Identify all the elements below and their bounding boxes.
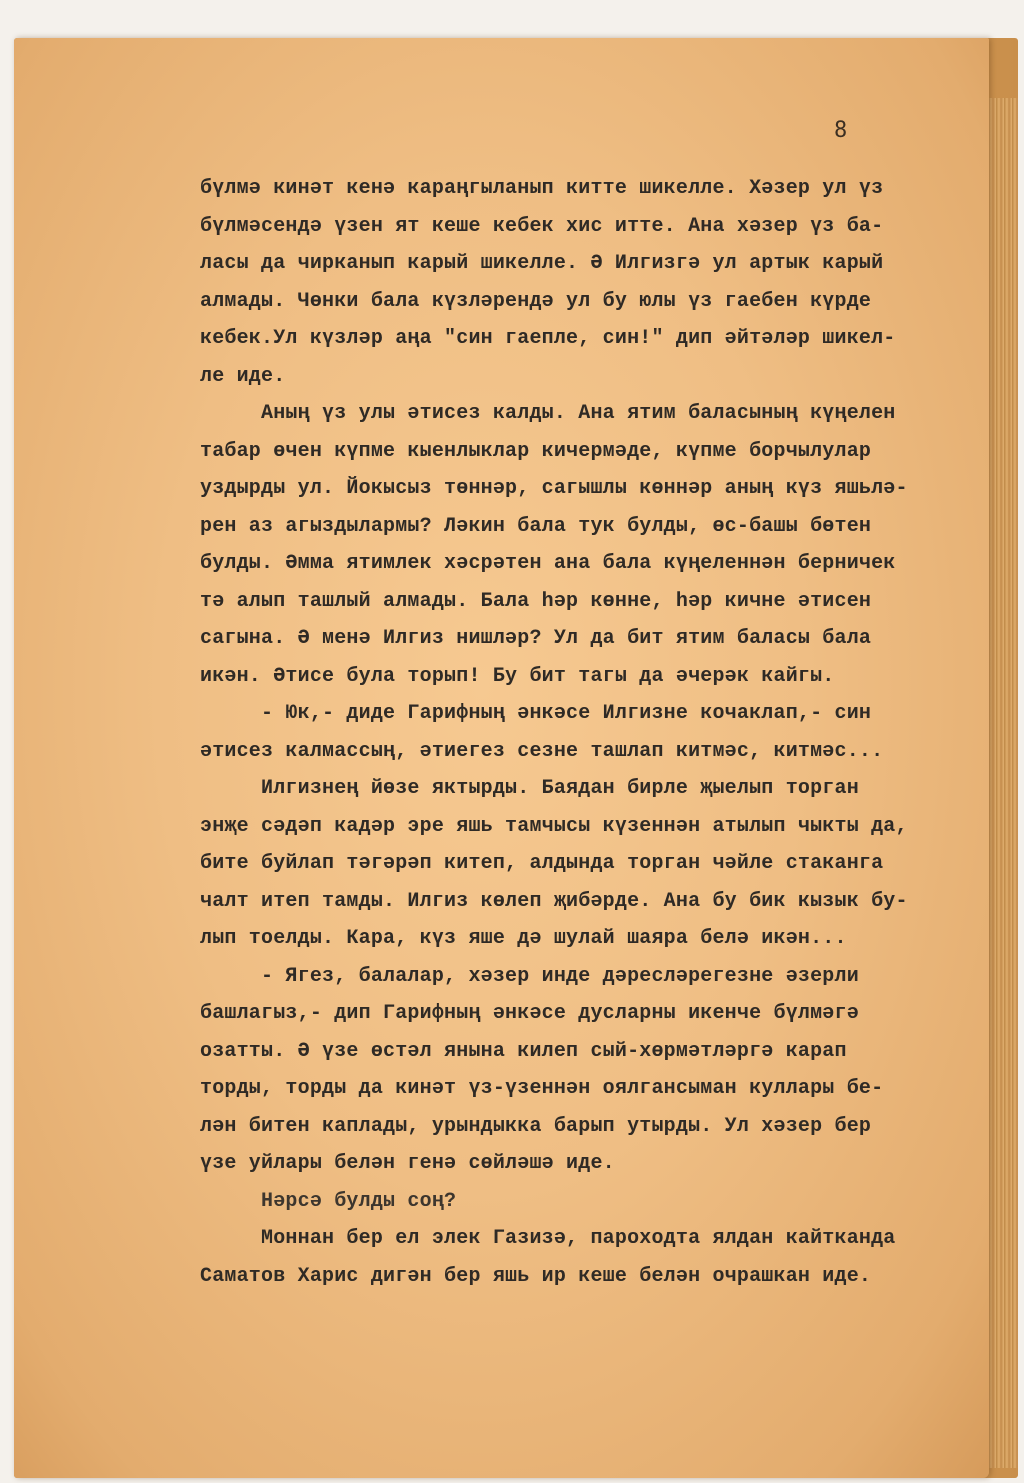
text-line: Моннан бер ел элек Газизә, пароходта ялдан кайтканда — [200, 1227, 896, 1250]
page-number: 8 — [834, 118, 848, 143]
text-line: алмады. Чөнки бала күзләрендә ул бу юлы үз гаебен күрде — [200, 289, 872, 313]
text-line: уздырды ул. Йокысыз төннәр, сагышлы көннәр аның күз яшьлә- — [200, 477, 908, 500]
text-line: бите буйлап тәгәрәп китеп, алдында торган чәйле стаканга — [200, 852, 884, 875]
text-line: энҗе сәдәп кадәр эре яшь тамчысы күзеннән атылып чыкты да, — [200, 814, 908, 838]
text-line: сагына. Ә менә Илгиз нишләр? Ул да бит ятим баласы бала — [200, 627, 872, 650]
text-line: озатты. Ә үзе өстәл янына килеп сый-хөрмәтләргә карап — [200, 1039, 847, 1063]
text-line: Нәрсә булды соң? — [200, 1189, 457, 1213]
text-line: Аның үз улы әтисез калды. Ана ятим баласының күңелен — [200, 402, 896, 425]
text-line: үзе уйлары белән генә сөйләшә иде. — [200, 1152, 615, 1175]
text-line: башлагыз,- дип Гарифның әнкәсе дусларны икенче бүлмәгә — [200, 1002, 859, 1025]
text-line: рен аз агыздылармы? Ләкин бала тук булды, өс-башы бөтен — [200, 514, 872, 538]
text-line: әтисез калмассың, әтиегез сезне ташлап китмәс, китмәс... — [200, 739, 884, 763]
text-line: табар өчен күпме кыенлыклар кичермәде, күпме борчылулар — [200, 439, 872, 463]
text-line: бүлмәсендә үзен ят кеше кебек хис итте. Ана хәзер үз ба- — [200, 214, 884, 238]
typed-text-block — [200, 170, 1000, 1295]
text-line: Илгизнең йөзе яктырды. Баядан бирле җыелып торган — [200, 777, 859, 800]
text-line: Саматов Харис дигән бер яшь ир кеше белән очрашкан иде. — [200, 1264, 872, 1288]
text-line: - Ягез, балалар, хәзер инде дәресләрегезне әзерли — [200, 964, 859, 988]
text-line: лып тоелды. Кара, күз яше дә шулай шаяра белә икән... — [200, 927, 847, 950]
text-line: торды, торды да кинәт үз-үзеннән оялгансыман куллары бе- — [200, 1077, 884, 1100]
text-line: лән битен каплады, урындыкка барып утырды. Ул хәзер бер — [200, 1114, 872, 1138]
text-line: бүлмә кинәт кенә караңгыланып китте шикелле. Хәзер ул үз — [200, 177, 884, 200]
text-line: чалт итеп тамды. Илгиз көлеп җибәрде. Ана бу бик кызык бу- — [200, 889, 908, 913]
text-line: кебек.Ул күзләр аңа "син гаепле, син!" дип әйтәләр шикел- — [200, 327, 896, 350]
text-line: ле иде. — [200, 364, 286, 388]
text-line: икән. Әтисе була торып! Бу бит тагы да әчерәк кайгы. — [200, 664, 835, 688]
text-line: - Юк,- диде Гарифның әнкәсе Илгизне кочаклап,- син — [200, 702, 872, 725]
text-line: тә алып ташлый алмады. Бала һәр көнне, һәр кичне әтисен — [200, 589, 872, 613]
text-line: ласы да чирканып карый шикелле. Ә Илгизгә ул артык карый — [200, 252, 884, 275]
text-line: булды. Әмма ятимлек хәсрәтен ана бала күңеленнән берничек — [200, 552, 896, 575]
